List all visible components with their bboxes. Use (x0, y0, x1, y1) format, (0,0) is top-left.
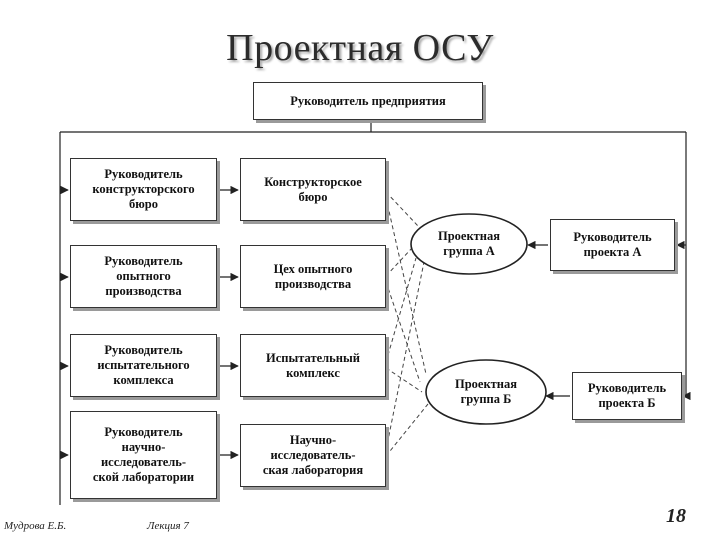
footer-author: Мудрова Е.Б. (4, 520, 67, 532)
enterprise-head-box: Руководитель предприятия (253, 82, 483, 120)
project-a-lead-box: Руководитель проекта А (550, 219, 675, 271)
research-lab-box: Научно- исследователь- ская лаборатория (240, 424, 386, 487)
page-number: 18 (666, 505, 686, 527)
design-bureau-box: Конструкторское бюро (240, 158, 386, 221)
design-bureau-head-box: Руководитель конструкторского бюро (70, 158, 217, 221)
pilot-production-workshop-box: Цех опытного производства (240, 245, 386, 308)
project-group-b: Проектная группа Б (454, 377, 518, 406)
test-complex-box: Испытательный комплекс (240, 334, 386, 397)
project-b-lead-box: Руководитель проекта Б (572, 372, 682, 420)
footer-lecture: Лекция 7 (147, 520, 189, 532)
research-lab-head-box: Руководитель научно- исследователь- ской лаборатории (70, 411, 217, 499)
slide-title: Проектная ОСУ (226, 27, 494, 69)
test-complex-head-box: Руководитель испытательного комплекса (70, 334, 217, 397)
project-group-a: Проектная группа А (437, 229, 501, 258)
pilot-production-head-box: Руководитель опытного производства (70, 245, 217, 308)
